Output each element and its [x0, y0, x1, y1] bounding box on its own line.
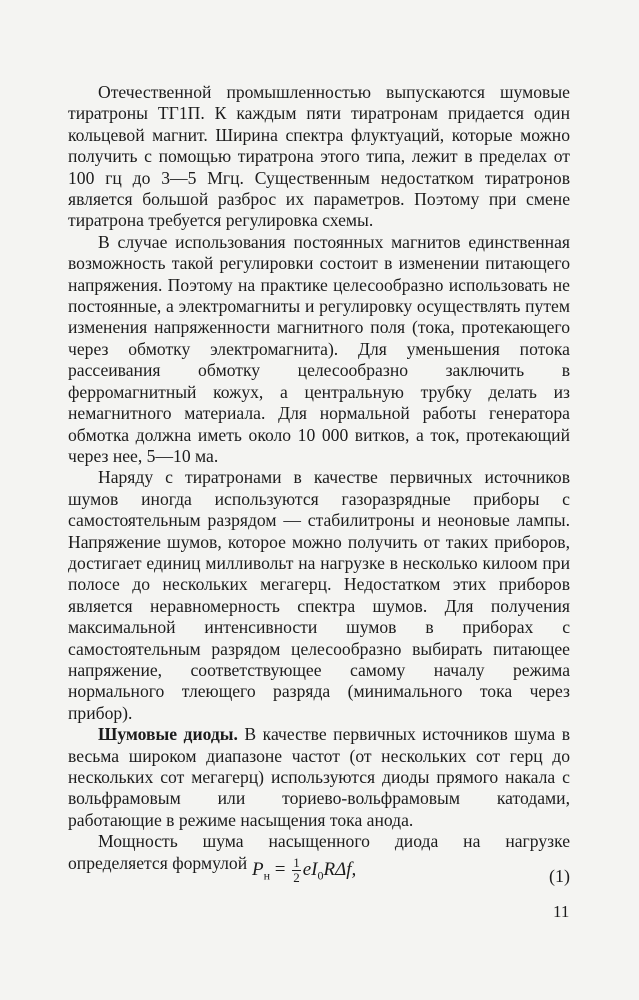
paragraph-thyratrons: Отечественной промышленностью выпускаются шумовые тиратроны ТГ1П. К каждым пяти тиратронам придается один кольцевой магнит. Ширина спектра флуктуаций, которые можно получить с помощью тиратрона этого типа, лежит в пределах от 100 гц до 3—5 Мгц. Существенным недостатком тиратронов является большой разброс их параметров. Поэтому при смене тиратрона требуется регулировка схемы. [68, 82, 570, 231]
formula-equals: = [270, 858, 291, 880]
formula-rhs-tail: RΔf, [323, 858, 357, 880]
formula-fraction [292, 856, 301, 885]
formula-row [68, 856, 570, 896]
fraction-denominator: 2 [293, 870, 300, 885]
fraction-numerator: 1 [293, 855, 300, 870]
paragraph-formula-intro: Мощность шума насыщенного диода на нагрузке определяется формулой [68, 831, 570, 873]
body-text [68, 82, 570, 874]
section-heading: Шумовые диоды. [98, 724, 238, 745]
paragraph-magnets: В случае использования постоянных магнитов единственная возможность такой регулировки состоит в изменении питающего напряжения. Поэтому на практике целесообразно использовать не постоянные, а электромагниты и регулировку осуществлять путем изменения напряженности магнитного поля (тока, протекающего через обмотку электромагнита). Для уменьшения потока рассеивания обмотку целесообразно заключить в ферромагнитный кожух, а центральную трубку делать из немагнитного материала. Для нормальной работы генератора обмотка должна иметь около 10 000 витков, а ток, протекающий через нее, 5—10 ма. [68, 231, 570, 466]
paragraph-noise-diodes-text: В качестве первичных источников шума в весьма широком диапазоне частот (от нескольких сот герц до нескольких сот мегагерц) используются диоды прямого накала с вольфрамовым или ториево-вольфрамовым катодами, работающие в режиме насыщения тока анода. [68, 724, 570, 830]
formula-lhs-sub: н [263, 868, 271, 883]
formula-rhs: eI [302, 858, 318, 880]
page-number: 11 [553, 902, 570, 921]
noise-power-formula [252, 856, 356, 885]
equation-number: (1) [549, 866, 570, 886]
paragraph-noise-diodes [68, 724, 570, 831]
formula-lhs: P [252, 858, 264, 880]
paragraph-gas-discharge: Наряду с тиратронами в качестве первичных источников шумов иногда используются газоразрядные приборы с самостоятельным разрядом — стабилитроны и неоновые лампы. Напряжение шумов, которое можно получить от таких приборов, достигает единиц милливольт на нагрузке в несколько килоом при полосе до нескольких мегагерц. Недостатком этих приборов является неравномерность спектра шумов. Для получения максимальной интенсивности шумов в приборах с самостоятельным разрядом целесообразно выбирать питающее напряжение, соответствующее самому началу режима нормального тлеющего разряда (минимального тока через прибор). [68, 467, 570, 723]
formula-rhs-sub: 0 [317, 868, 324, 883]
